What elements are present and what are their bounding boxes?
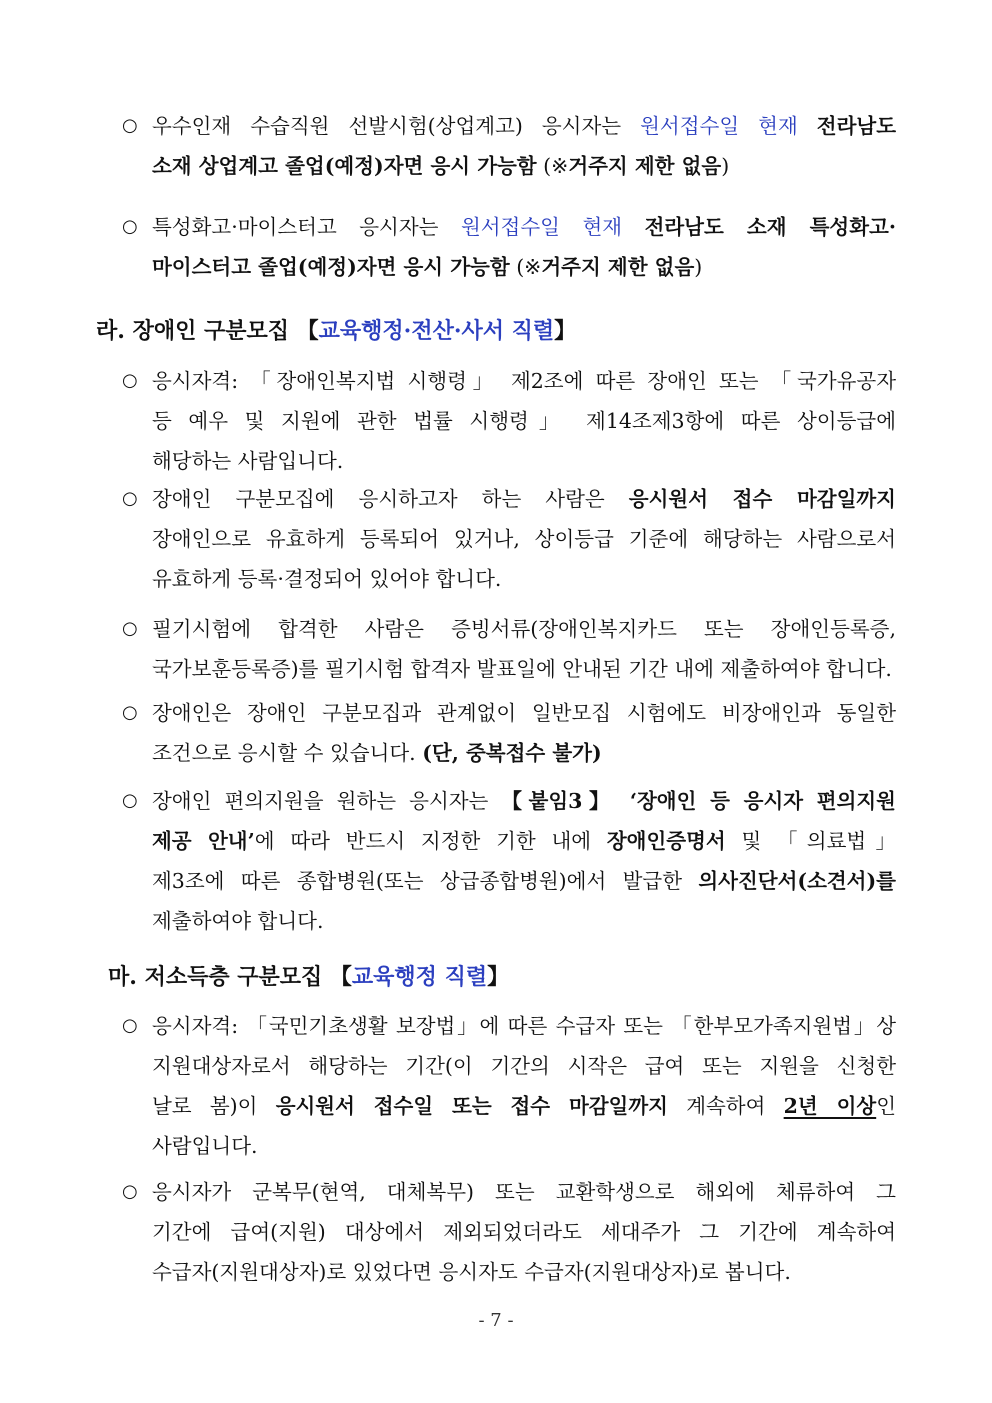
text-run: (※: [509, 255, 542, 279]
list-item: [122, 479, 896, 599]
text-run: 수급자(지원대상자)로 있었다면 응시자도 수급자(지원대상자)로 봅니다.: [152, 1260, 791, 1284]
text-line: [122, 1046, 896, 1086]
text-run: 장애인 구분모집에 응시하고자 하는 사람은: [152, 487, 629, 511]
bullet-circle-icon: ○: [122, 488, 138, 509]
list-item: [122, 207, 896, 287]
text-line: [122, 861, 896, 901]
bullet-circle-icon: ○: [122, 1181, 138, 1202]
bold-text: 제공 안내’: [152, 829, 255, 853]
list-item: [122, 1006, 896, 1166]
text-line: [122, 821, 896, 861]
bold-text: 전라남도 소재 특성화고·: [644, 215, 896, 239]
list-item: [122, 781, 896, 941]
list-item: [122, 106, 896, 186]
text-run: 계속하여: [667, 1094, 784, 1118]
text-line: [122, 693, 896, 733]
bullet-circle-icon: ○: [122, 216, 138, 237]
text-line: [122, 1086, 896, 1126]
text-line: [122, 609, 896, 649]
heading-job-label: 교육행정·전산·사서 직렬: [318, 318, 555, 344]
text-run: [622, 215, 645, 239]
page-number: - 7 -: [478, 1310, 514, 1331]
list-item: [122, 609, 896, 689]
bold-text: 거주지 제한 없음: [541, 255, 695, 279]
text-line: [122, 441, 896, 481]
bold-text: 【붙임3】 ‘장애인 등 응시자 편의지원: [501, 789, 896, 813]
text-run: ): [721, 154, 730, 178]
text-run: 사람입니다.: [152, 1134, 258, 1158]
text-run: 에 따라 반드시 지정한 기한 내에: [254, 829, 607, 853]
bold-text: 응시원서 접수 마감일까지: [628, 487, 896, 511]
text-run: 제출하여야 합니다.: [152, 909, 324, 933]
text-run: 해당하는 사람입니다.: [152, 449, 344, 473]
heading-text: 마. 저소득층 구분모집: [108, 964, 330, 990]
list-item: [122, 361, 896, 481]
bold-text: (단, 중복접수 불가): [422, 741, 602, 765]
text-run: [798, 114, 817, 138]
heading-job-label: 교육행정 직렬: [351, 964, 488, 990]
text-run: 장애인 편의지원을 원하는 응시자는: [152, 789, 502, 813]
bullet-circle-icon: ○: [122, 790, 138, 811]
text-run: 제3조에 따른 종합병원(또는 상급종합병원)에서 발급한: [152, 869, 699, 893]
text-line: [122, 207, 896, 247]
text-line: [122, 479, 896, 519]
heading-text: 라. 장애인 구분모집: [96, 318, 297, 344]
bold-text: 소재 상업계고 졸업(예정)자면 응시 가능함: [152, 154, 537, 178]
bold-text: 전라남도: [816, 114, 896, 138]
text-run: 응시자격: 「장애인복지법 시행령」 제2조에 따른 장애인 또는 「국가유공자: [152, 369, 896, 393]
text-line: [122, 901, 896, 941]
bullet-circle-icon: ○: [122, 702, 138, 723]
bullet-circle-icon: ○: [122, 370, 138, 391]
text-run: 등 예우 및 지원에 관한 법률 시행령」 제14조제3항에 따른 상이등급에: [152, 409, 896, 433]
text-run: 필기시험에 합격한 사람은 증빙서류(장애인복지카드 또는 장애인등록증,: [152, 617, 896, 641]
text-line: [122, 401, 896, 441]
text-line: [122, 519, 896, 559]
heading-bracket-close: 】: [487, 964, 510, 990]
text-run: 응시자가 군복무(현역, 대체복무) 또는 교환학생으로 해외에 체류하여 그: [152, 1180, 896, 1204]
text-line: [122, 649, 896, 689]
text-line: [122, 1252, 896, 1292]
text-run: 유효하게 등록·결정되어 있어야 합니다.: [152, 567, 502, 591]
text-run: ): [694, 255, 703, 279]
text-run: 기간에 급여(지원) 대상에서 제외되었더라도 세대주가 그 기간에 계속하여: [152, 1220, 896, 1244]
heading-bracket-open: 【: [296, 318, 319, 344]
text-line: [122, 1126, 896, 1166]
text-run: 장애인은 장애인 구분모집과 관계없이 일반모집 시험에도 비장애인과 동일한: [152, 701, 896, 725]
text-run: 지원대상자로서 해당하는 기간(이 기간의 시작은 급여 또는 지원을 신청한: [152, 1054, 896, 1078]
section-heading-ra: [96, 316, 576, 346]
text-line: [122, 733, 896, 773]
text-line: [122, 361, 896, 401]
highlighted-text: 원서접수일 현재: [460, 215, 623, 239]
list-item: [122, 1172, 896, 1292]
text-run: 날로 봄)이: [152, 1094, 276, 1118]
text-run: 조건으로 응시할 수 있습니다.: [152, 741, 423, 765]
text-line: [122, 1212, 896, 1252]
text-run: 응시자격: 「국민기초생활 보장법」에 따른 수급자 또는 「한부모가족지원법」상: [152, 1014, 896, 1038]
text-run: 국가보훈등록증)를 필기시험 합격자 발표일에 안내된 기간 내에 제출하여야 합니다.: [152, 657, 892, 681]
bold-text: 의사진단서(소견서)를: [698, 869, 896, 893]
bold-text: 거주지 제한 없음: [568, 154, 722, 178]
text-run: 인: [876, 1094, 896, 1118]
text-line: [122, 559, 896, 599]
text-run: 및 「의료법」: [725, 829, 896, 853]
heading-bracket-close: 】: [554, 318, 577, 344]
bullet-circle-icon: ○: [122, 1015, 138, 1036]
text-run: (※: [536, 154, 569, 178]
text-line: [122, 247, 896, 287]
bullet-circle-icon: ○: [122, 115, 138, 136]
bold-text: 마이스터고 졸업(예정)자면 응시 가능함: [152, 255, 510, 279]
section-heading-ma: [108, 962, 509, 992]
heading-bracket-open: 【: [329, 964, 352, 990]
text-line: [122, 1172, 896, 1212]
text-run: 우수인재 수습직원 선발시험(상업계고) 응시자는: [152, 114, 641, 138]
bullet-circle-icon: ○: [122, 618, 138, 639]
text-run: 장애인으로 유효하게 등록되어 있거나, 상이등급 기준에 해당하는 사람으로서: [152, 527, 896, 551]
text-line: [122, 1006, 896, 1046]
highlighted-text: 원서접수일 현재: [640, 114, 798, 138]
text-line: [122, 781, 896, 821]
list-item: [122, 693, 896, 773]
text-line: [122, 106, 896, 146]
text-run: 특성화고·마이스터고 응시자는: [152, 215, 461, 239]
bold-text: 2년 이상: [783, 1094, 877, 1118]
bold-text: 장애인증명서: [606, 829, 726, 853]
bold-text: 응시원서 접수일 또는 접수 마감일까지: [275, 1094, 668, 1118]
text-line: [122, 146, 896, 186]
